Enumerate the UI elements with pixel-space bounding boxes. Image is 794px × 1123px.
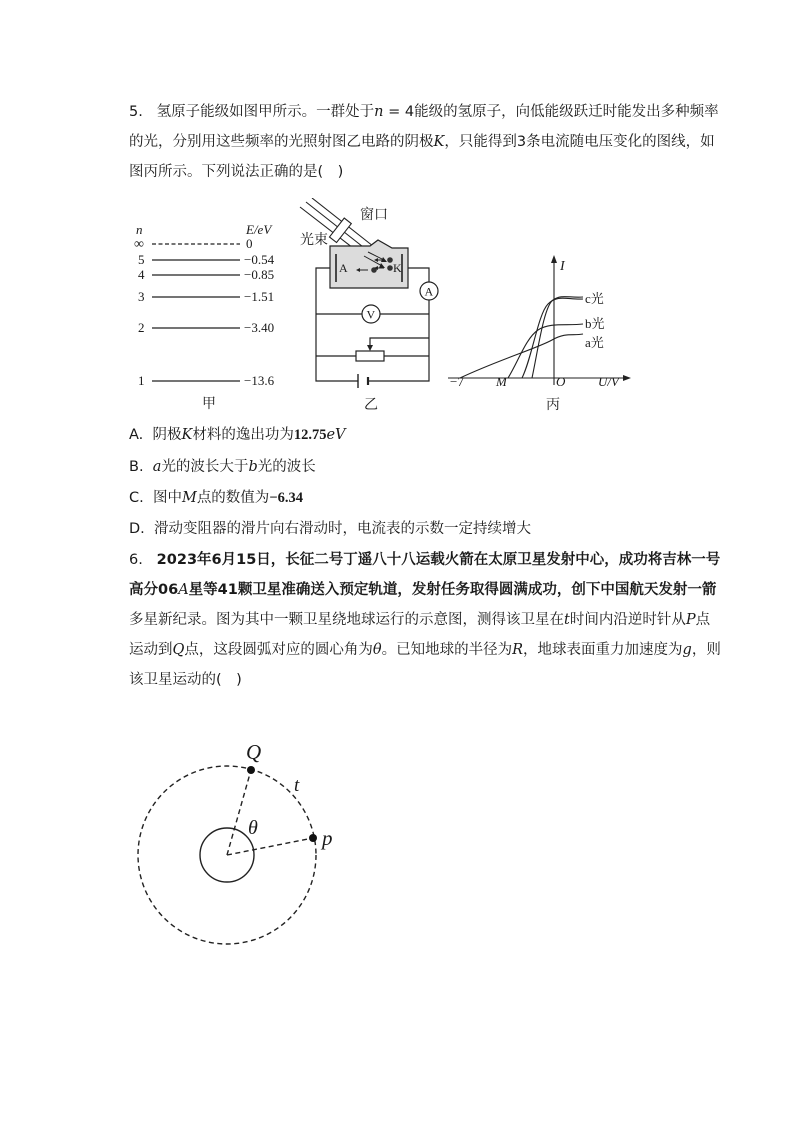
level-e-3: −1.51: [244, 289, 275, 304]
level-n-1: 1: [138, 373, 145, 388]
p-label: p: [322, 826, 333, 850]
q5-line-2: 的光，分别用这些频率的光照射图乙电路的阴极K，只能得到3条电流随电压变化的图线，如: [129, 134, 715, 150]
q6-line-3: 多星新纪录。图为其中一颗卫星绕地球运行的示意图，测得该卫星在t时间内沿逆时针从P点: [129, 612, 711, 628]
q6-line-5: 该卫星运动的( ): [129, 672, 242, 688]
q5-line-1: 5. 氢原子能级如图甲所示。一群处于n = 4能级的氢原子，向低能级跃迁时能发出多种频率: [129, 104, 719, 120]
point-q: [247, 766, 255, 774]
figure-caption-bing: 丙: [546, 398, 560, 413]
curve-c-label: c光: [585, 291, 604, 306]
anode-label: A: [339, 261, 348, 275]
figure-caption-yi: 乙: [364, 398, 378, 413]
question-6: [129, 545, 721, 695]
level-n-4: 4: [138, 267, 145, 282]
energy-axis-label: E/eV: [246, 222, 272, 237]
rheostat-slider: [370, 338, 429, 348]
level-n-2: 2: [138, 320, 145, 335]
electron: [387, 265, 393, 271]
y-axis-label: I: [560, 259, 565, 274]
q6-line-1: 6. 2023年6月15日，长征二号丁遥八十八运载火箭在太原卫星发射中心，成功将吉林一号: [129, 552, 721, 568]
theta-label: θ: [248, 817, 258, 839]
level-e-5: −0.54: [244, 252, 275, 267]
wire-right: [408, 268, 429, 282]
level-n-inf: ∞: [134, 237, 144, 252]
radius-to-p: [227, 838, 313, 855]
q-label: Q: [246, 740, 262, 764]
cathode-label: K: [393, 261, 402, 275]
q6-line-2: 高分06A星等41颗卫星准确送入预定轨道，发射任务取得圆满成功，创下中国航天发射一箭: [129, 582, 717, 598]
level-e-2: −3.40: [244, 320, 275, 335]
option-d[interactable]: D. 滑动变阻器的滑片向右滑动时，电流表的示数一定持续增大: [129, 521, 531, 537]
q6-line-4: 运动到Q点，这段圆弧对应的圆心角为θ。已知地球的半径为R，地球表面重力加速度为g，则: [129, 642, 721, 658]
window-label: 窗口: [360, 208, 388, 223]
question-number: 6.: [129, 552, 143, 568]
origin-label: O: [556, 374, 566, 389]
beam-label: 光束: [300, 233, 328, 248]
level-e-inf: 0: [246, 236, 253, 251]
point-p: [309, 834, 317, 842]
current-voltage-graph: [448, 250, 638, 413]
curve-a-label: a光: [585, 335, 604, 350]
figure-caption-jia: 甲: [202, 397, 216, 412]
x-axis-label: U/V: [598, 374, 619, 389]
question-number: 5.: [129, 104, 143, 120]
q5-line-3: 图丙所示。下列说法正确的是( ): [129, 164, 344, 180]
level-n-5: 5: [138, 252, 145, 267]
x-min-label: −7: [450, 374, 464, 389]
photoelectric-circuit-diagram: [296, 198, 446, 413]
level-n-3: 3: [138, 289, 145, 304]
electron: [387, 257, 393, 263]
option-a[interactable]: A. 阴极K材料的逸出功为12.75eV: [129, 427, 346, 443]
curve-b-label: b光: [585, 316, 605, 331]
rheostat: [356, 351, 384, 361]
ammeter-label: A: [424, 284, 434, 299]
option-b[interactable]: B. a光的波长大于b光的波长: [129, 459, 316, 475]
n-axis-label: n: [136, 222, 143, 237]
curve-c: [508, 324, 583, 378]
t-label: t: [294, 775, 300, 796]
satellite-orbit-diagram: [130, 735, 350, 955]
radius-to-q: [227, 770, 251, 855]
level-e-1: −13.6: [244, 373, 275, 388]
energy-level-diagram: [130, 218, 300, 413]
option-c[interactable]: C. 图中M点的数值为−6.34: [129, 490, 303, 506]
question-5: [129, 97, 719, 187]
level-e-4: −0.85: [244, 267, 275, 282]
voltmeter-label: V: [366, 307, 376, 322]
curve-b: [460, 334, 583, 378]
m-label: M: [496, 374, 507, 389]
